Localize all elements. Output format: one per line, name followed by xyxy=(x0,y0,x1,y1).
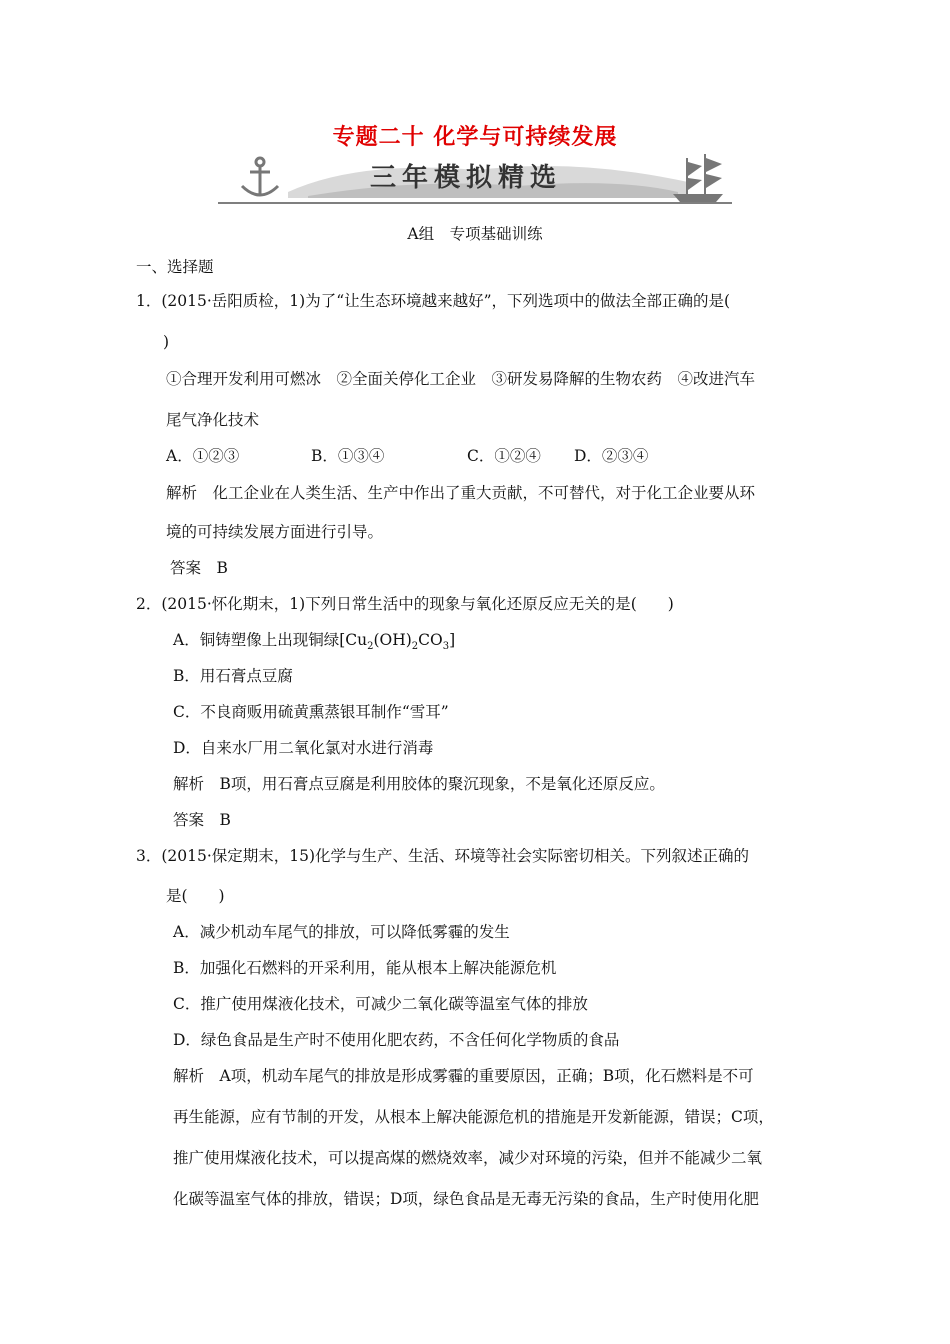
banner-label: 三年模拟精选 xyxy=(370,163,563,193)
q2-option-d: D．自来水厂用二氧化氯对水进行消毒 xyxy=(173,739,434,757)
q1-analysis-line1: 解析 化工企业在人类生活、生产中作出了重大贡献，不可替代，对于化工企业要从环 xyxy=(166,484,756,502)
q2-option-a-co: CO xyxy=(418,631,443,649)
q3-option-b: B．加强化石燃料的开采利用，能从根本上解决能源危机 xyxy=(173,959,557,977)
q1-stem-line1: 1．(2015·岳阳质检，1)为了“让生态环境越来越好”，下列选项中的做法全部正确的是( xyxy=(136,292,731,310)
subscript: 2 xyxy=(367,641,374,653)
q3-option-c: C．推广使用煤液化技术，可减少二氧化碳等温室气体的排放 xyxy=(173,995,588,1013)
q1-option-b: B．①③④ xyxy=(311,447,385,465)
q2-option-b: B．用石膏点豆腐 xyxy=(173,667,293,685)
subscript: 2 xyxy=(411,641,419,653)
q1-stem-line2: ) xyxy=(163,333,170,351)
q1-option-c: C．①②④ xyxy=(467,447,541,465)
q3-analysis-line4: 化碳等温室气体的排放，错误；D项，绿色食品是无毒无污染的食品，生产时使用化肥 xyxy=(173,1190,759,1208)
q1-items-line2: 尾气净化技术 xyxy=(166,411,260,429)
q1-option-a: A．①②③ xyxy=(166,447,240,465)
section-heading: 一、选择题 xyxy=(136,258,214,276)
q2-option-a-end: ] xyxy=(449,631,456,649)
q1-items-line1: ①合理开发利用可燃冰 ②全面关停化工企业 ③研发易降解的生物农药 ④改进汽车 xyxy=(166,370,756,388)
q3-option-d: D．绿色食品是生产时不使用化肥农药，不含任何化学物质的食品 xyxy=(173,1031,620,1049)
q2-option-c: C．不良商贩用硫黄熏蒸银耳制作“雪耳” xyxy=(173,703,449,721)
q2-option-a-text: A．铜铸塑像上出现铜绿[Cu xyxy=(173,631,368,649)
group-heading: A组 专项基础训练 xyxy=(407,225,543,243)
q1-answer: 答案 B xyxy=(170,559,228,577)
q3-analysis-line3: 推广使用煤液化技术，可以提高煤的燃烧效率，减少对环境的污染，但并不能减少二氧 xyxy=(173,1149,763,1167)
q1-analysis-line2: 境的可持续发展方面进行引导。 xyxy=(166,523,384,541)
q3-analysis-line1: 解析 A项，机动车尾气的排放是形成雾霾的重要原因，正确；B项，化石燃料是不可 xyxy=(173,1067,754,1085)
subscript: 3 xyxy=(442,641,450,653)
q3-option-a: A．减少机动车尾气的排放，可以降低雾霾的发生 xyxy=(173,923,510,941)
q2-option-a xyxy=(173,630,455,657)
anchor-icon xyxy=(242,158,278,196)
q2-option-a-oh: (OH) xyxy=(373,631,412,649)
q1-option-d: D．②③④ xyxy=(574,447,649,465)
q3-analysis-line2: 再生能源，应有节制的开发，从根本上解决能源危机的措施是开发新能源，错误；C项， xyxy=(173,1108,774,1126)
ship-icon xyxy=(673,154,723,202)
q2-answer: 答案 B xyxy=(173,811,231,829)
q3-stem-line2: 是( ) xyxy=(166,887,225,905)
q3-stem-line1: 3．(2015·保定期末，15)化学与生产、生活、环境等社会实际密切相关。下列叙述正确的 xyxy=(136,847,750,865)
page-title: 专题二十 化学与可持续发展 xyxy=(332,125,618,150)
q2-analysis: 解析 B项，用石膏点豆腐是利用胶体的聚沉现象，不是氧化还原反应。 xyxy=(173,775,665,793)
q2-stem: 2．(2015·怀化期末，1)下列日常生活中的现象与氧化还原反应无关的是( ) xyxy=(136,595,674,613)
